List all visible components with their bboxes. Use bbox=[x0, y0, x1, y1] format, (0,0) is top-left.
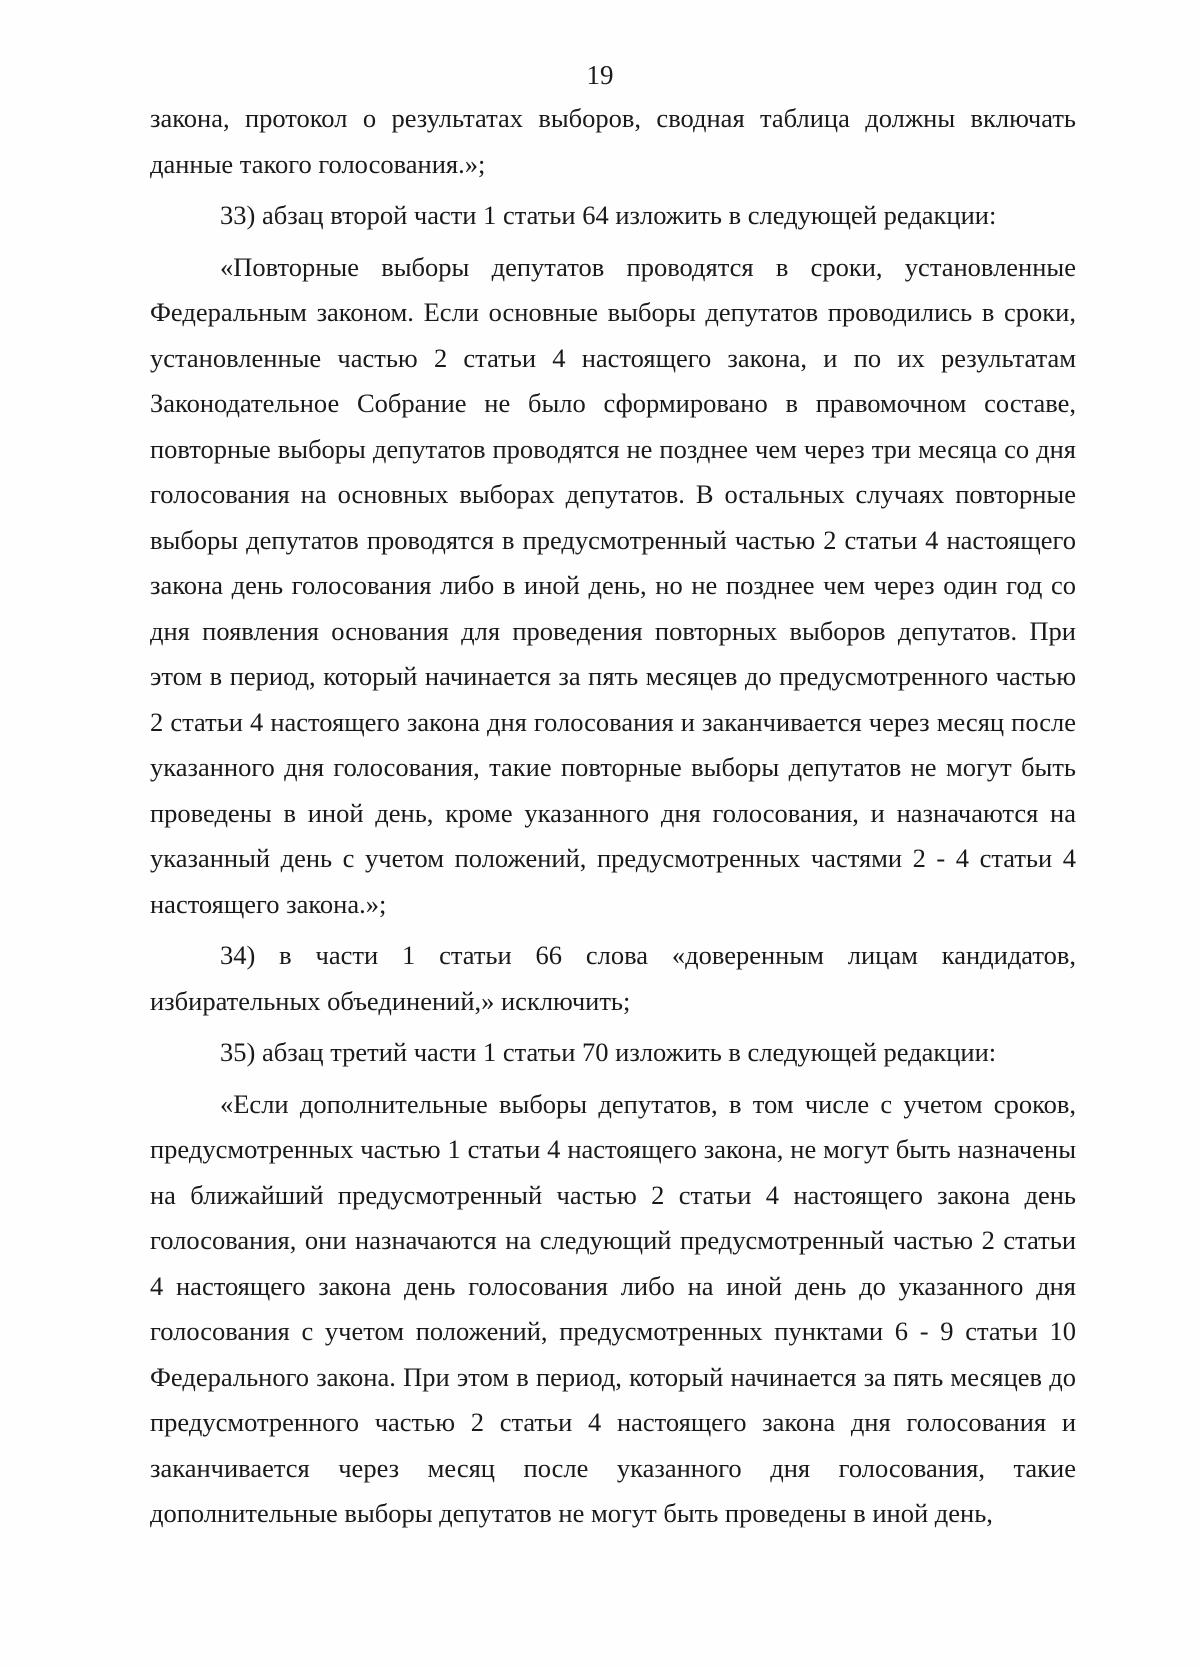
page-number: 19 bbox=[586, 60, 614, 90]
paragraph-continuation: закона, протокол о результатах выборов, сводная таблица должны включать данные такого голосования.»; bbox=[150, 103, 1076, 179]
paragraph-item-33-text: «Повторные выборы депутатов проводятся в сроки, установленные Федеральным законом. Если основные выборы депутатов проводились в сроки, установленные частью 2 статьи 4 настоящего закона, и по их результатам Законодательное Собрание не было сформировано в правомочном составе, повторные выборы депутатов проводятся не позднее чем через три месяца со дня голосования на основных выборах депутатов. В остальных случаях повторные выборы депутатов проводятся в предусмотренный частью 2 статьи 4 настоящего закона день голосования либо в иной день, но не позднее чем через один год со дня появления основания для проведения повторных выборов депутатов. При этом в период, который начинается за пять месяцев до предусмотренного частью 2 статьи 4 настоящего закона дня голосования и заканчивается через месяц после указанного дня голосования, такие повторные выборы депутатов не могут быть проведены в иной день, кроме указанного дня голосования, и назначаются на указанный день с учетом положений, предусмотренных частями 2 - 4 статьи 4 настоящего закона.»; bbox=[150, 251, 1076, 919]
paragraph-item-33: 33) абзац второй части 1 статьи 64 изложить в следующей редакции: bbox=[220, 200, 997, 230]
paragraph-item-35-text: «Если дополнительные выборы депутатов, в том числе с учетом сроков, предусмотренных частью 1 статьи 4 настоящего закона, не могут быть назначены на ближайший предусмотренный частью 2 статьи 4 настоящего закона день голосования, они назначаются на следующий предусмотренный частью 2 статьи 4 настоящего закона день голосования либо на иной день до указанного дня голосования с учетом положений, предусмотренных пунктами 6 - 9 статьи 10 Федерального закона. При этом в период, который начинается за пять месяцев до предусмотренного частью 2 статьи 4 настоящего закона дня голосования и заканчивается через месяц после указанного дня голосования, такие дополнительные выборы депутатов не могут быть проведены в иной день, bbox=[150, 1088, 1076, 1528]
paragraph-item-34: 34) в части 1 статьи 66 слова «доверенным лицам кандидатов, избирательных объединений,» исключить; bbox=[150, 940, 1076, 1016]
paragraph-item-35: 35) абзац третий части 1 статьи 70 изложить в следующей редакции: bbox=[220, 1037, 997, 1067]
document-body bbox=[150, 96, 1076, 1543]
